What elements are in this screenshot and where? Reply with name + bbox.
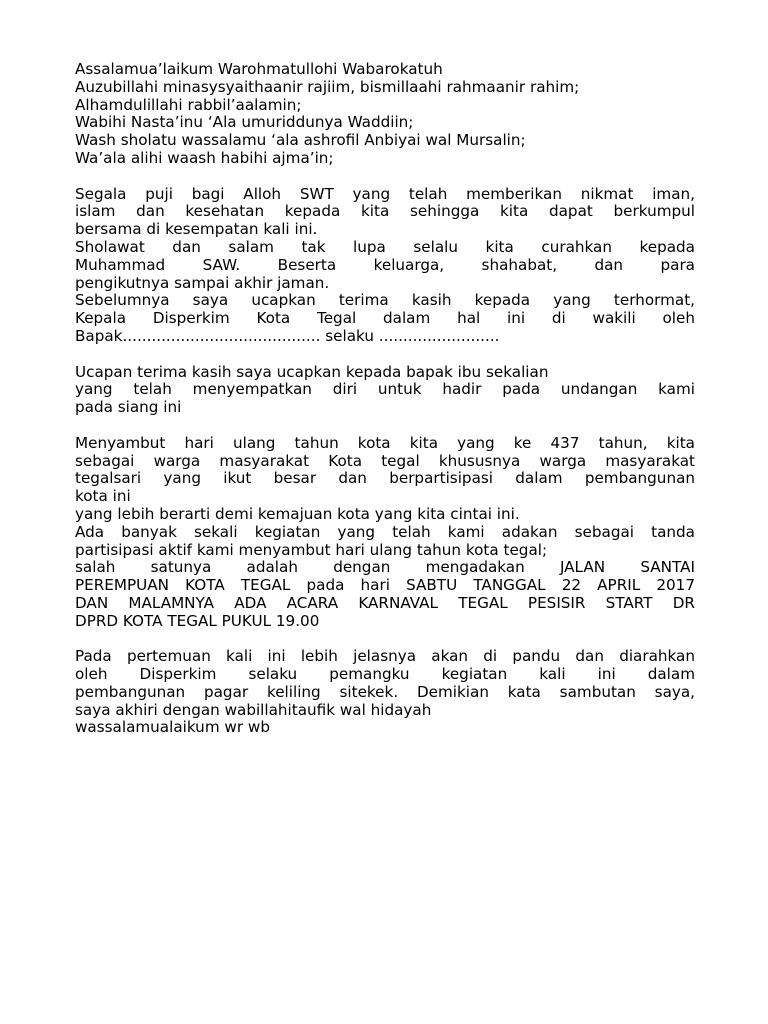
paragraph-opening [75, 186, 695, 346]
text-line: PEREMPUAN KOTA TEGAL pada hari SABTU TANGGAL 22 APRIL 2017 [75, 576, 695, 595]
text-line: sebagai warga masyarakat Kota tegal khususnya warga masyarakat [75, 451, 695, 470]
text-line: Alhamdulillahi rabbil’aalamin; [75, 95, 302, 114]
text-line: Wabihi Nasta’inu ‘Ala umuriddunya Waddiin; [75, 113, 414, 132]
text-line: Ada banyak sekali kegiatan yang telah kami adakan sebagai tanda [75, 522, 695, 541]
text-line: Assalamua’laikum Warohmatullohi Wabarokatuh [75, 60, 443, 78]
text-line: islam dan kesehatan kepada kita sehingga kita dapat berkumpul [75, 202, 695, 221]
text-line: bersama di kesempatan kali ini. [75, 220, 318, 239]
text-line: kota ini [75, 487, 131, 506]
text-line: tegalsari yang ikut besar dan berpartisipasi dalam pembangunan [75, 469, 695, 488]
text-line: DPRD KOTA TEGAL PUKUL 19.00 [75, 611, 320, 630]
paragraph-gap [75, 631, 695, 649]
text-line: Sebelumnya saya ucapkan terima kasih kepada yang terhormat, [75, 291, 695, 310]
paragraph-thanks [75, 364, 695, 417]
text-line: Auzubillahi minasysyaithaanir rajiim, bismillaahi rahmaanir rahim; [75, 77, 580, 96]
text-line: DAN MALAMNYA ADA ACARA KARNAVAL TEGAL PESISIR START DR [75, 593, 695, 612]
paragraph-closing [75, 648, 695, 737]
text-line: yang lebih berarti demi kemajuan kota yang kita cintai ini. [75, 504, 520, 523]
paragraph-gap [75, 417, 695, 435]
text-line: pada siang ini [75, 398, 182, 417]
text-line: Ucapan terima kasih saya ucapkan kepada bapak ibu sekalian [75, 362, 549, 381]
text-line: Wash sholatu wassalamu ‘ala ashrofil Anbiyai wal Mursalin; [75, 131, 526, 150]
greeting-block [75, 61, 695, 168]
text-line: saya akhiri dengan wabillahitaufik wal hidayah [75, 700, 432, 719]
text-line: salah satunya adalah dengan mengadakan JALAN SANTAI [75, 558, 695, 577]
text-line: Kepala Disperkim Kota Tegal dalam hal ini di wakili oleh [75, 309, 695, 328]
text-line: partisipasi aktif kami menyambut hari ulang tahun kota tegal; [75, 540, 548, 559]
text-line: Menyambut hari ulang tahun kota kita yang ke 437 tahun, kita [75, 433, 695, 452]
text-line: yang telah menyempatkan diri untuk hadir pada undangan kami [75, 380, 695, 399]
text-line: Sholawat dan salam tak lupa selalu kita curahkan kepada [75, 237, 695, 256]
text-line: Bapak......................................... selaku ......................... [75, 326, 500, 345]
document-page [75, 61, 695, 737]
text-line: Pada pertemuan kali ini lebih jelasnya akan di pandu dan diarahkan [75, 647, 695, 666]
text-line: pembangunan pagar keliling sitekek. Demikian kata sambutan saya, [75, 682, 695, 701]
paragraph-gap [75, 346, 695, 364]
text-line: Segala puji bagi Alloh SWT yang telah memberikan nikmat iman, [75, 184, 695, 203]
text-line: Wa’ala alihi waash habihi ajma’in; [75, 148, 334, 167]
text-line: Muhammad SAW. Beserta keluarga, shahabat, dan para [75, 255, 695, 274]
text-line: oleh Disperkim selaku pemangku kegiatan kali ini dalam [75, 665, 695, 684]
text-line: pengikutnya sampai akhir jaman. [75, 273, 330, 292]
paragraph-anniversary [75, 435, 695, 631]
paragraph-gap [75, 168, 695, 186]
text-line: wassalamualaikum wr wb [75, 718, 270, 737]
